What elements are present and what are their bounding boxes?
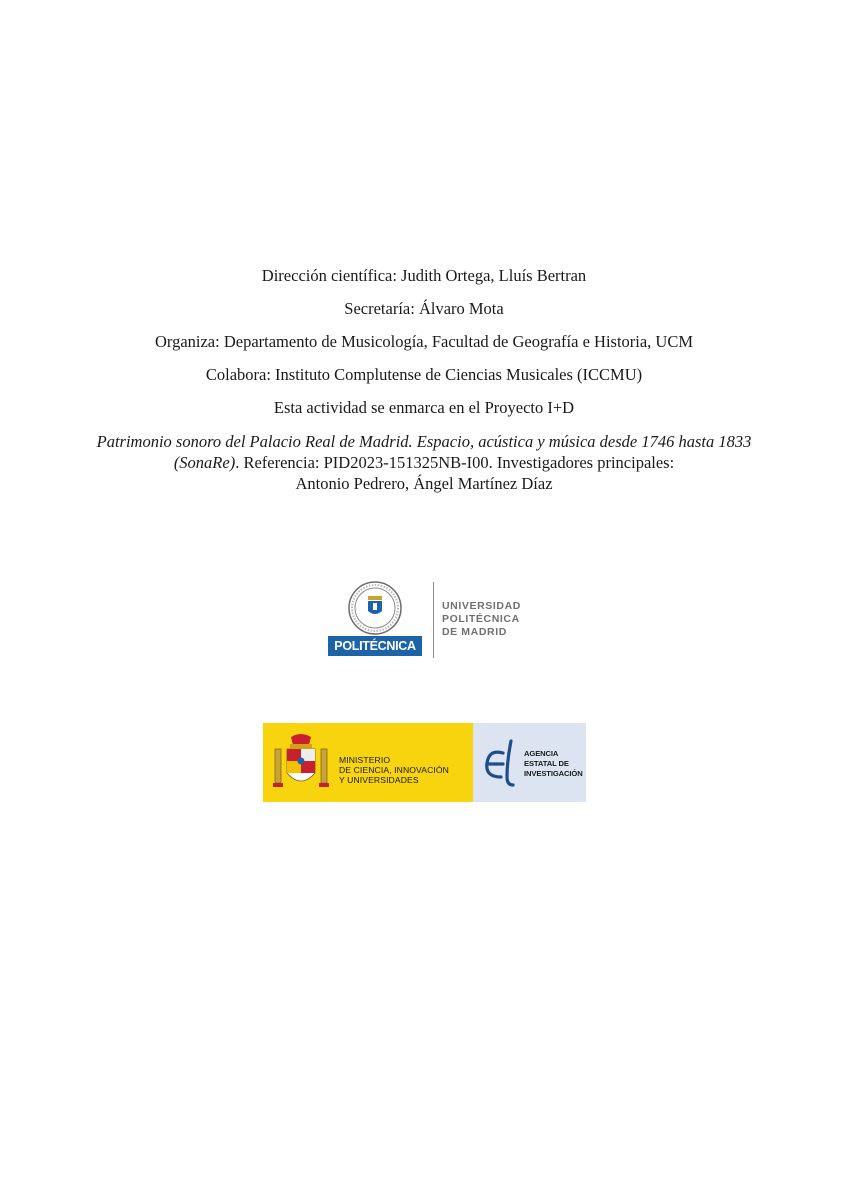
ministry-line2: DE CIENCIA, INNOVACIÓN [339,765,449,775]
upm-divider [433,582,434,658]
upm-banner: POLITÉCNICA [328,636,422,656]
agency-line2: ESTATAL DE [524,759,569,768]
project-description [0,431,848,494]
ministry-line1: MINISTERIO [339,755,391,765]
upm-name [442,600,521,639]
upm-name-line2: POLITÉCNICA [442,613,520,625]
coat-of-arms-icon [271,731,331,795]
agency-name [524,749,583,779]
upm-seal-icon [346,580,404,636]
agency-logo [473,723,586,802]
principal-investigators: Antonio Pedrero, Ángel Martínez Díaz [295,474,553,493]
project-title-line1: Patrimonio sonoro del Palacio Real de Madrid. Espacio, acústica y música desde 1746 hasta 1833 [96,432,752,451]
aei-monogram-icon [481,733,521,793]
scientific-direction: Dirección científica: Judith Ortega, Lluís Bertran [261,266,587,285]
project-title-line2: (SonaRe) [173,453,236,472]
upm-name-line1: UNIVERSIDAD [442,600,521,612]
credits-block [0,266,848,507]
secretary: Secretaría: Álvaro Mota [344,299,504,318]
upm-name-line3: DE MADRID [442,626,507,638]
collaborator: Colabora: Instituto Complutense de Ciencias Musicales (ICCMU) [205,365,643,384]
agency-line1: AGENCIA [524,749,559,758]
agency-line3: INVESTIGACIÓN [524,769,583,778]
project-intro: Esta actividad se enmarca en el Proyecto I+D [273,398,575,417]
project-reference: . Referencia: PID2023-151325NB-I00. Investigadores principales: [235,453,675,472]
ministry-name [339,755,449,785]
ministry-logo [263,723,473,802]
organizer: Organiza: Departamento de Musicología, Facultad de Geografía e Historia, UCM [154,332,694,351]
ministry-line3: Y UNIVERSIDADES [339,775,419,785]
